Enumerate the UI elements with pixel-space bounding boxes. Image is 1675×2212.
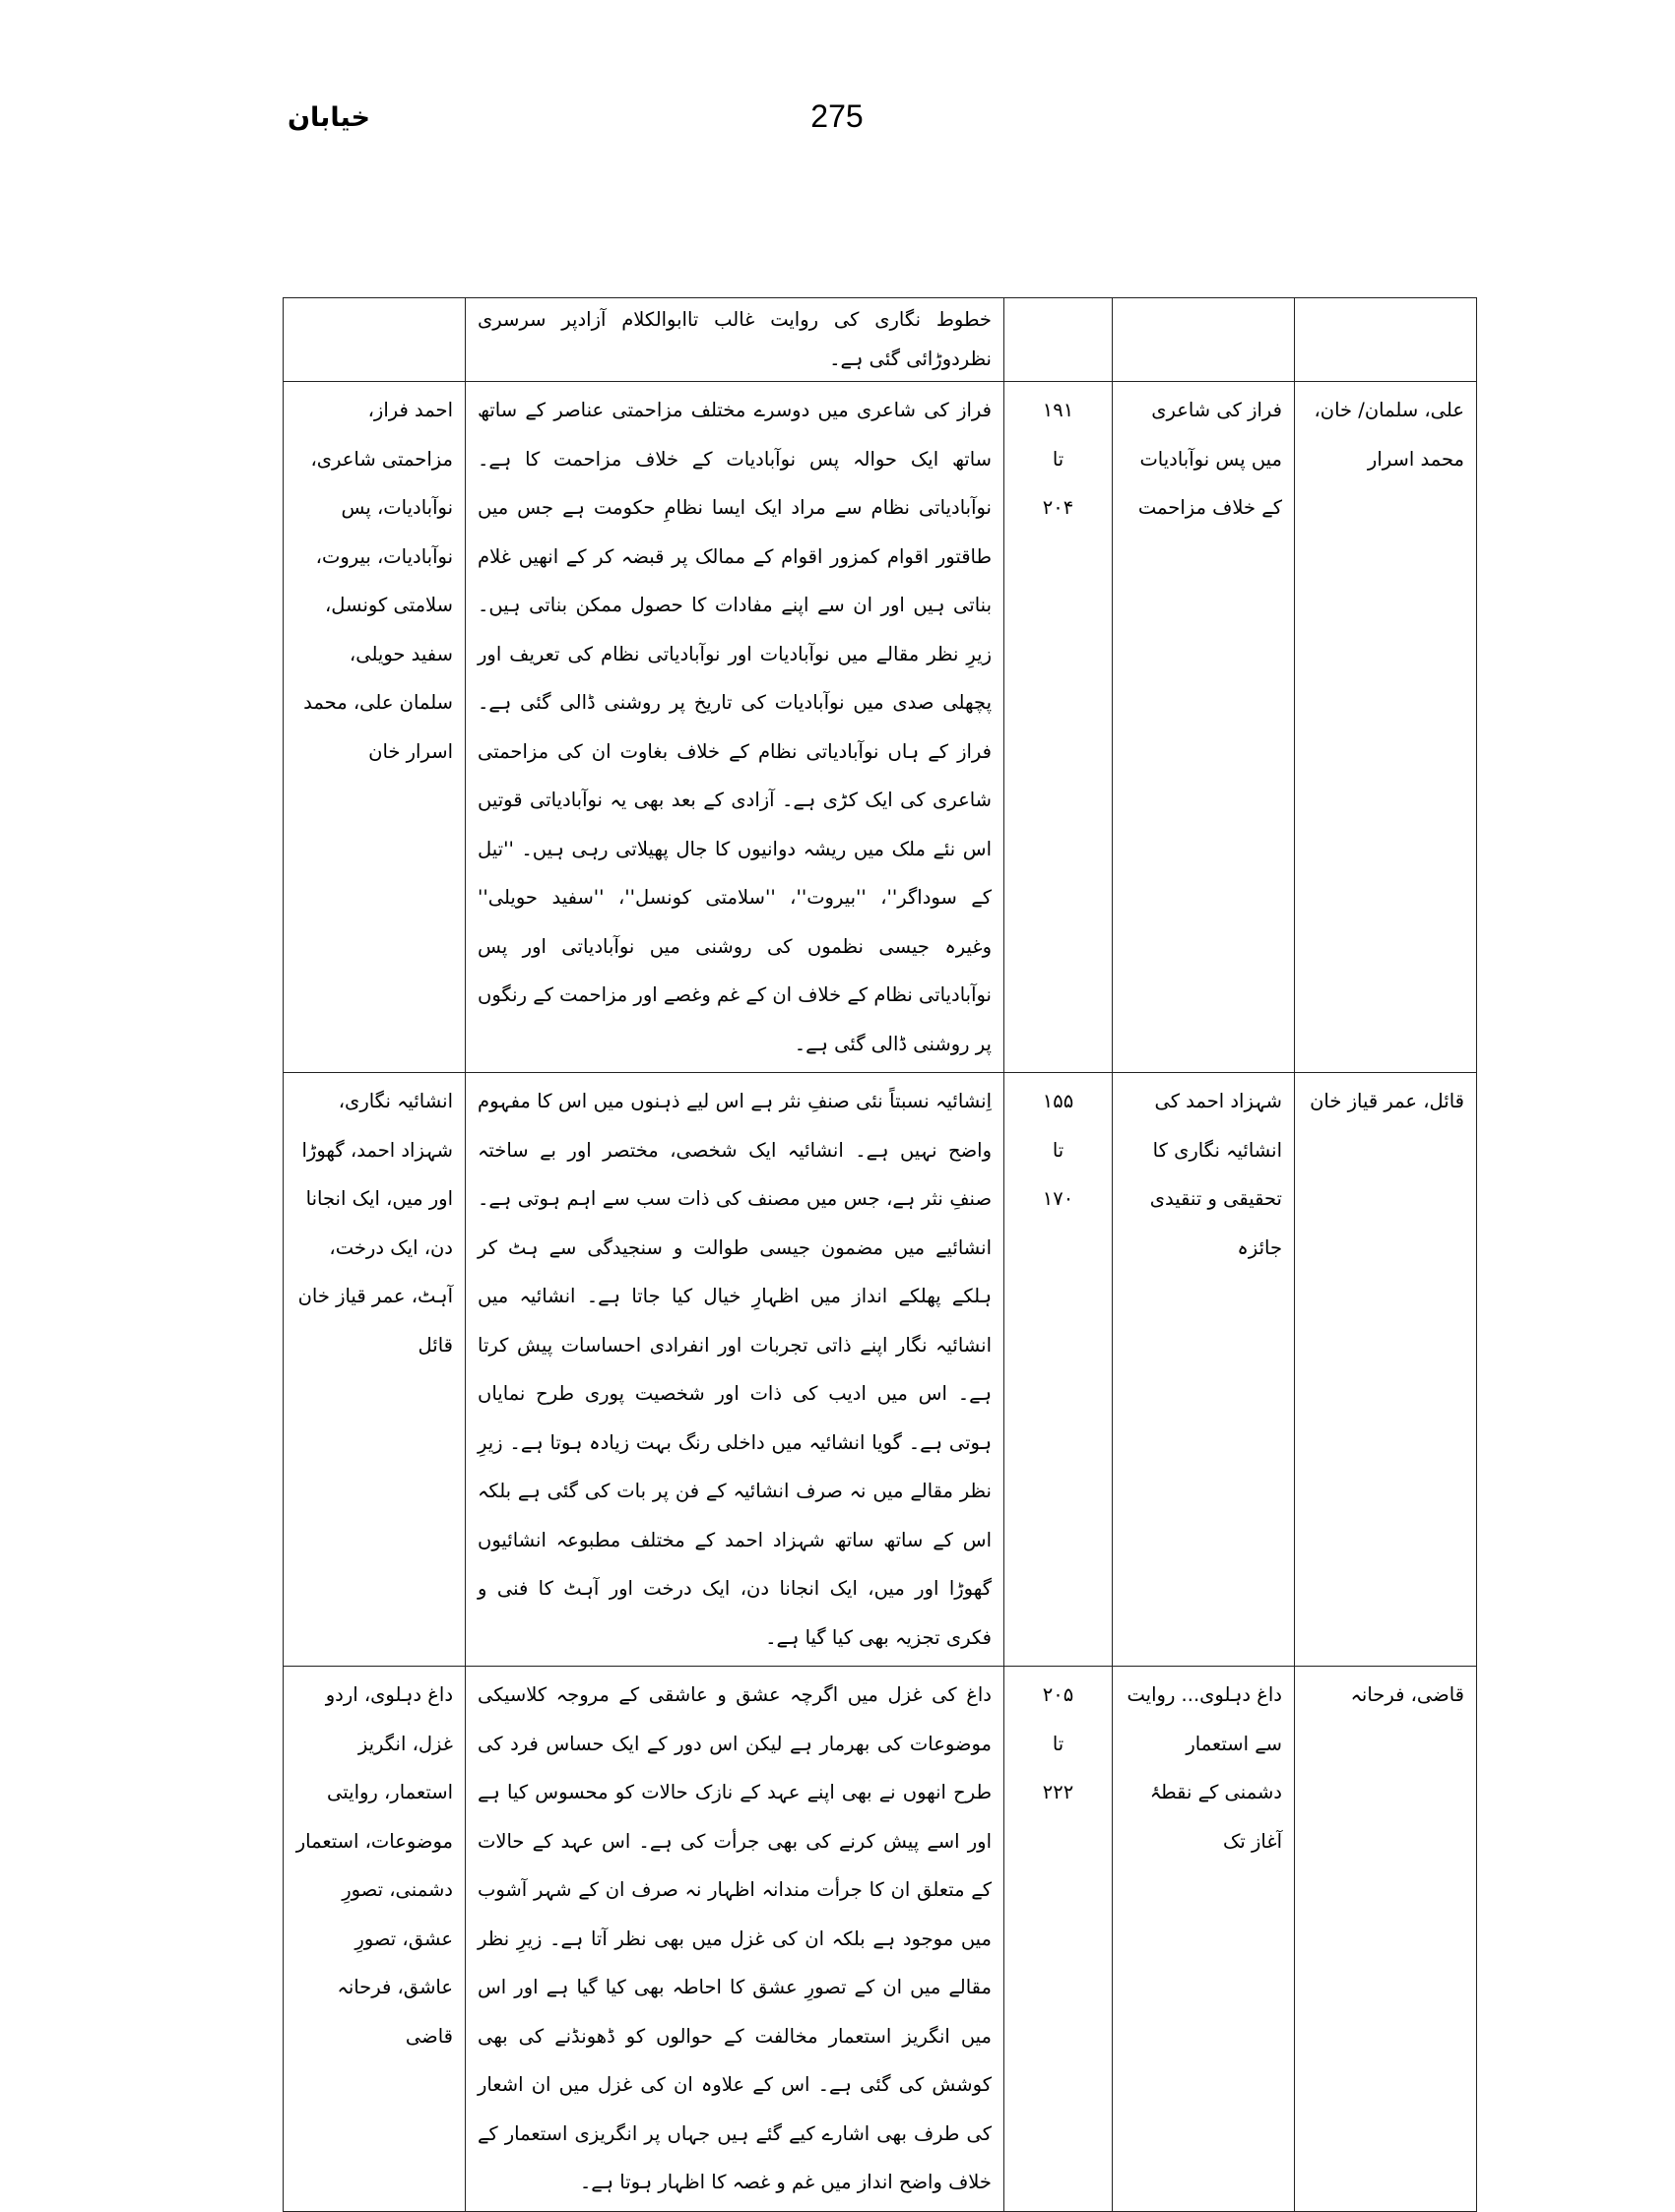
title-cell [1113, 298, 1295, 382]
table-row [284, 298, 1477, 382]
table-row [284, 1073, 1477, 1667]
author-cell [1295, 298, 1477, 382]
title-cell: شہزاد احمد کی انشائیہ نگاری کا تحقیقی و تنقیدی جائزہ [1113, 1073, 1295, 1667]
page-start: ۱۹۱ [1042, 399, 1074, 421]
abstract-cell: فراز کی شاعری میں دوسرے مختلف مزاحمتی عناصر کے ساتھ ساتھ ایک حوالہ پس نوآبادیات کے خلاف مزاحمت کا ہے۔نوآبادیاتی نظام سے مراد ایک ایسا نظامِ حکومت ہے جس میں طاقتور اقوام کمزور اقوام کے ممالک پر قبضہ کر کے انھیں غلام بناتی ہیں اور ان سے اپنے مفادات کا حصول ممکن بناتی ہیں۔ زیرِ نظر مقالے میں نوآبادیات اور نوآبادیاتی نظام کی تعریف اور پچھلی صدی میں نوآبادیات کی تاریخ پر روشنی ڈالی گئی ہے۔ فراز کے ہاں نوآبادیاتی نظام کے خلاف بغاوت ان کی مزاحمتی شاعری کی ایک کڑی ہے۔ آزادی کے بعد بھی یہ نوآبادیاتی قوتیں اس نئے ملک میں ریشہ دوانیوں کا جال پھیلاتی رہی ہیں۔ ''تیل کے سوداگر''، ''بیروت''، ''سلامتی کونسل''، ''سفید حویلی'' وغیرہ جیسی نظموں کی روشنی میں نوآبادیاتی اور پس نوآبادیاتی نظام کے خلاف ان کے غم وغصے اور مزاحمت کے رنگوں پر روشنی ڈالی گئی ہے۔ [466, 382, 1004, 1073]
pages-cell [1004, 382, 1113, 1073]
page-end: ۲۲۲ [1042, 1781, 1074, 1803]
table-row [284, 382, 1477, 1073]
page-to: تا [1052, 1732, 1064, 1755]
page-to: تا [1052, 1138, 1064, 1162]
pages-cell [1004, 1667, 1113, 2212]
table-row [284, 1667, 1477, 2212]
title-cell: فراز کی شاعری میں پس نوآبادیات کے خلاف مزاحمت [1113, 382, 1295, 1073]
author-cell: قائل، عمر قیاز خان [1295, 1073, 1477, 1667]
article-index-table [283, 297, 1477, 2212]
page-end: ۲۰۴ [1042, 496, 1074, 519]
page-to: تا [1052, 447, 1064, 471]
page-end: ۱۷۰ [1042, 1187, 1074, 1210]
page-number: 275 [810, 98, 864, 134]
keywords-cell [284, 298, 466, 382]
pages-cell [1004, 298, 1113, 382]
abstract-cell: اِنشائیہ نسبتاً نئی صنفِ نثر ہے اس لیے ذہنوں میں اس کا مفہوم واضح نہیں ہے۔ انشائیہ ایک شخصی، مختصر اور بے ساختہ صنفِ نثر ہے، جس میں مصنف کی ذات سب سے اہم ہوتی ہے۔ انشائیے میں مضمون جیسی طوالت و سنجیدگی سے ہٹ کر ہلکے پھلکے انداز میں اظہارِ خیال کیا جاتا ہے۔ انشائیہ میں انشائیہ نگار اپنے ذاتی تجربات اور انفرادی احساسات پیش کرتا ہے۔ اس میں ادیب کی ذات اور شخصیت پوری طرح نمایاں ہوتی ہے۔ گویا انشائیہ میں داخلی رنگ بہت زیادہ ہوتا ہے۔ زیرِ نظر مقالے میں نہ صرف انشائیہ کے فن پر بات کی گئی ہے بلکہ اس کے ساتھ ساتھ شہزاد احمد کے مختلف مطبوعہ انشائیوں گھوڑا اور میں، ایک انجانا دن، ایک درخت اور آہٹ کا فنی و فکری تجزیہ بھی کیا گیا ہے۔ [466, 1073, 1004, 1667]
author-cell: قاضی، فرحانہ [1295, 1667, 1477, 2212]
journal-title: خیابان [288, 102, 370, 133]
pages-cell [1004, 1073, 1113, 1667]
abstract-cell: داغ کی غزل میں اگرچہ عشق و عاشقی کے مروجہ کلاسیکی موضوعات کی بھرمار ہے لیکن اس دور کے ایک حساس فرد کی طرح انھوں نے بھی اپنے عہد کے نازک حالات کو محسوس کیا ہے اور اسے پیش کرنے کی بھی جرأت کی ہے۔ اس عہد کے حالات کے متعلق ان کا جرأت مندانہ اظہار نہ صرف ان کے شہر آشوب میں موجود ہے بلکہ ان کی غزل میں بھی نظر آتا ہے۔ زیرِ نظر مقالے میں ان کے تصورِ عشق کا احاطہ بھی کیا گیا ہے اور اس میں انگریز استعمار مخالفت کے حوالوں کو ڈھونڈنے کی بھی کوشش کی گئی ہے۔ اس کے علاوہ ان کی غزل میں ان اشعار کی طرف بھی اشارے کیے گئے ہیں جہاں پر انگریزی استعمار کے خلاف واضح انداز میں غم و غصہ کا اظہار ہوتا ہے۔ [466, 1667, 1004, 2212]
page-start: ۲۰۵ [1042, 1683, 1074, 1706]
title-cell: داغ دہلوی... روایت سے استعمار دشمنی کے نقطۂ آغاز تک [1113, 1667, 1295, 2212]
abstract-cell: خطوط نگاری کی روایت غالب تاابوالکلام آزادپر سرسری نظردوڑائی گئی ہے۔ [466, 298, 1004, 382]
keywords-cell: احمد فراز، مزاحمتی شاعری، نوآبادیات، پس نوآبادیات، بیروت، سلامتی کونسل، سفید حویلی، سلمان علی، محمد اسرار خان [284, 382, 466, 1073]
author-cell: علی، سلمان/ خان، محمد اسرار [1295, 382, 1477, 1073]
page-start: ۱۵۵ [1042, 1090, 1074, 1112]
keywords-cell: داغ دہلوی، اردو غزل، انگریز استعمار، روایتی موضوعات، استعمار دشمنی، تصورِ عشق، تصورِ عاشق، فرحانہ قاضی [284, 1667, 466, 2212]
keywords-cell: انشائیہ نگاری، شہزاد احمد، گھوڑا اور میں، ایک انجانا دن، ایک درخت، آہٹ، عمر قیاز خان قائل [284, 1073, 466, 1667]
